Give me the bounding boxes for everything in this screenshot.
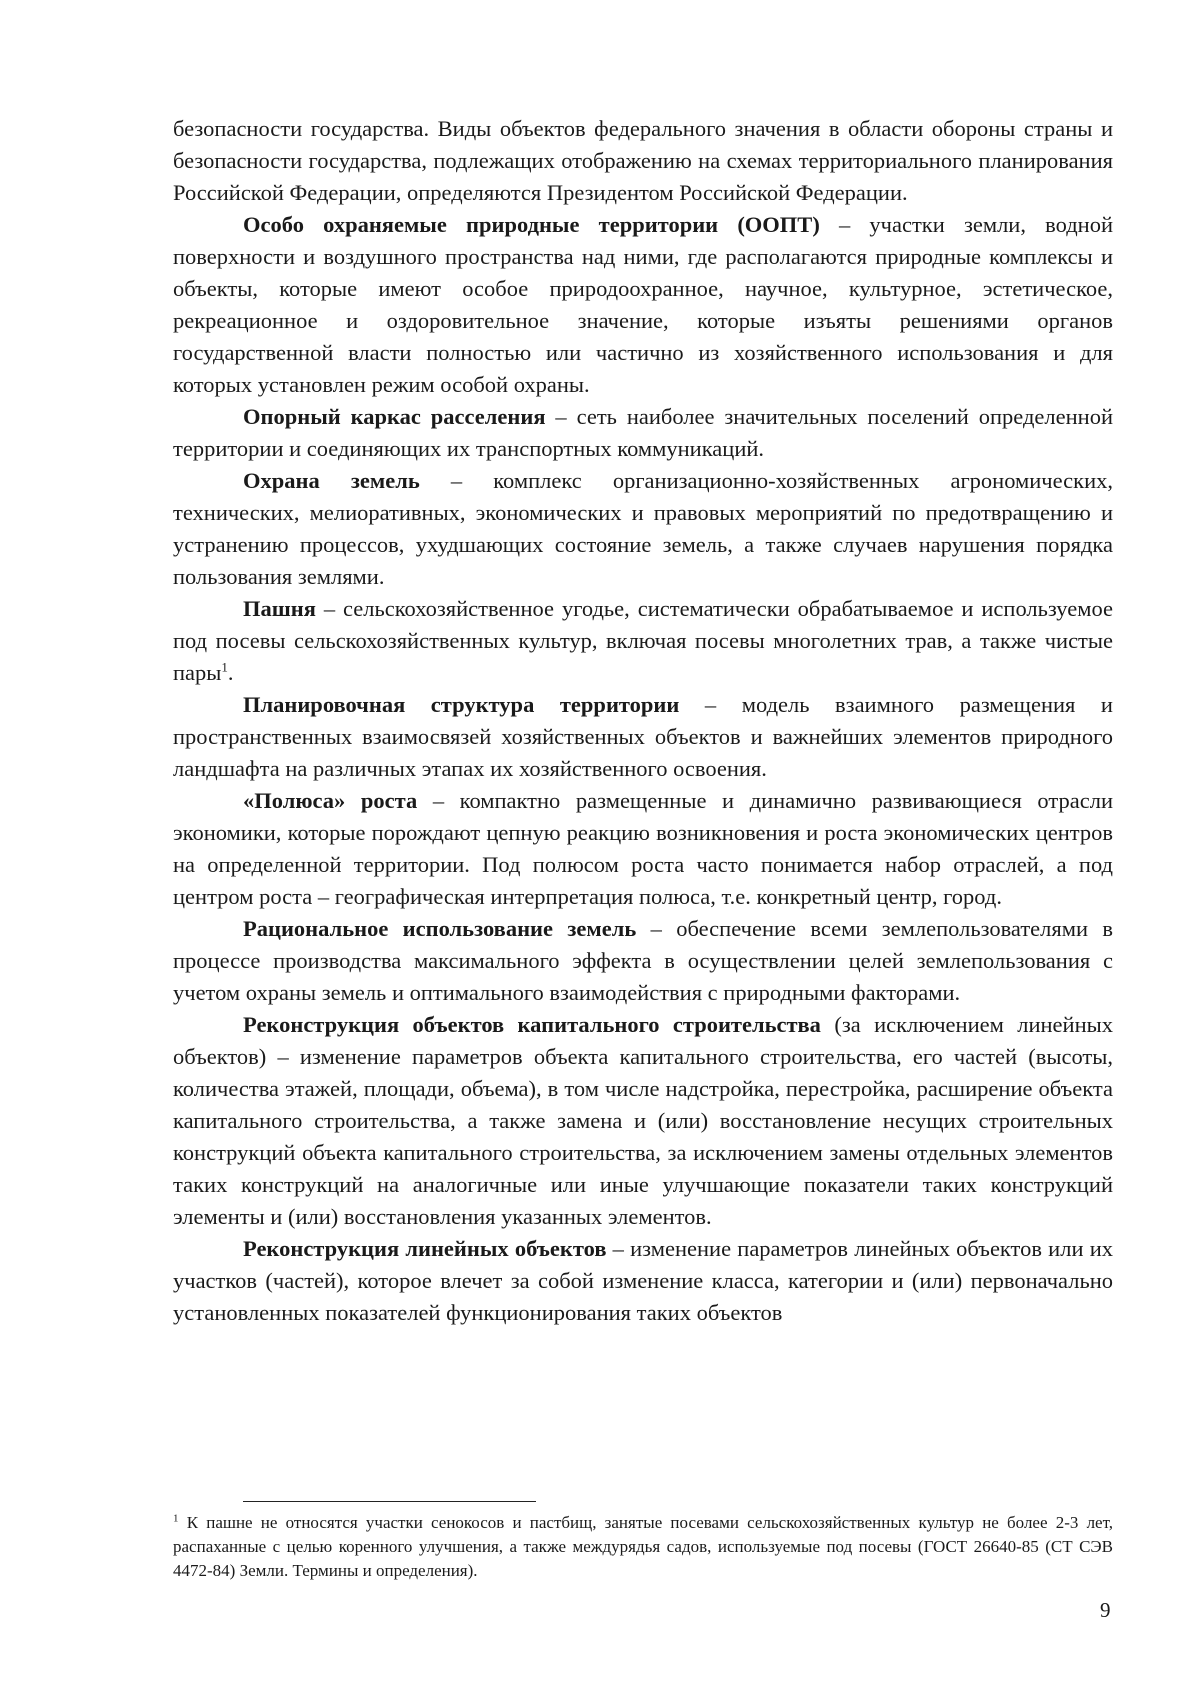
definition-term: Особо охраняемые природные территории (ООПТ) — [243, 212, 820, 237]
footnote-marker: 1 — [173, 1512, 179, 1525]
definition-text: – модель взаимного размещения и пространственных взаимосвязей хозяйственных объектов и важнейших элементов природного ландшафта на различных этапах их хозяйственного освоения. — [173, 692, 1113, 781]
definition-land-protection — [173, 465, 1113, 593]
definition-linear-reconstruction — [173, 1233, 1113, 1329]
paragraph-text: безопасности государства. Виды объектов федерального значения в области обороны страны и безопасности государства, подлежащих отображению на схемах территориального планирования Российской Федерации, определяются Президентом Российской Федерации. — [173, 116, 1113, 205]
definition-oopt — [173, 209, 1113, 401]
definition-text: – участки земли, водной поверхности и воздушного пространства над ними, где располагаются природные комплексы и объекты, которые имеют особое природоохранное, научное, культурное, эстетическое, рекреационное и оздоровительное значение, которые изъяты решениями органов государственной власти полностью или частично из хозяйственного использования и для которых установлен режим особой охраны. — [173, 212, 1113, 397]
definition-term: Охрана земель — [243, 468, 420, 493]
definition-text: – изменение параметров линейных объектов или их участков (частей), которое влечет за собой изменение класса, категории и (или) первоначально установленных показателей функционирования таких объектов — [173, 1236, 1113, 1325]
definition-term: «Полюса» роста — [243, 788, 418, 813]
definition-settlement-framework — [173, 401, 1113, 465]
definition-arable-land — [173, 593, 1113, 689]
page-number: 9 — [1100, 1598, 1111, 1622]
definition-term: Рациональное использование земель — [243, 916, 637, 941]
document-body — [173, 113, 1113, 1329]
definition-planning-structure — [173, 689, 1113, 785]
definition-term: Планировочная структура территории — [243, 692, 680, 717]
definition-growth-poles — [173, 785, 1113, 913]
definition-term: Реконструкция объектов капитального строительства — [243, 1012, 821, 1037]
paragraph-continuation — [173, 113, 1113, 209]
footnote-reference[interactable]: 1 — [221, 659, 228, 675]
definition-text: (за исключением линейных объектов) – изменение параметров объекта капитального строительства, его частей (высоты, количества этажей, площади, объема), в том числе надстройка, перестройка, расширение объекта капитального строительства, а также замена и (или) восстановление несущих строительных конструкций объекта капитального строительства, за исключением замены отдельных элементов таких конструкций на аналогичные или иные улучшающие показатели таких конструкций элементы и (или) восстановления указанных элементов. — [173, 1012, 1113, 1229]
definition-capital-reconstruction — [173, 1009, 1113, 1233]
definition-rational-land-use — [173, 913, 1113, 1009]
definition-text: – комплекс организационно-хозяйственных агрономических, технических, мелиоративных, экономических и правовых мероприятий по предотвращению и устранению процессов, ухудшающих состояние земель, а также случаев нарушения порядка пользования землями. — [173, 468, 1114, 589]
definition-term: Опорный каркас расселения — [243, 404, 546, 429]
definition-text-end: . — [227, 660, 234, 685]
definition-text: – сельскохозяйственное угодье, систематически обрабатываемое и используемое под посевы сельскохозяйственных культур, включая посевы многолетних трав, а также чистые пары — [173, 596, 1113, 685]
footnote — [173, 1511, 1113, 1583]
footnote-text: К пашне не относятся участки сенокосов и пастбищ, занятые посевами сельскохозяйственных культур не более 2-3 лет, распаханные с целью коренного улучшения, а также междурядья садов, используемые под посевы (ГОСТ 26640-85 (СТ СЭВ 4472-84) Земли. Термины и определения). — [173, 1513, 1113, 1580]
definition-term: Реконструкция линейных объектов — [243, 1236, 607, 1261]
definition-text: – компактно размещенные и динамично развивающиеся отрасли экономики, которые порождают цепную реакцию возникновения и роста экономических центров на определенной территории. Под полюсом роста часто понимается набор отраслей, а под центром роста – географическая интерпретация полюса, т.е. конкретный центр, город. — [173, 788, 1113, 909]
definition-term: Пашня — [243, 596, 316, 621]
definition-text: – обеспечение всеми землепользователями в процессе производства максимального эффекта в осуществлении целей землепользования с учетом охраны земель и оптимального взаимодействия с природными факторами. — [173, 916, 1113, 1005]
definition-text: – сеть наиболее значительных поселений определенной территории и соединяющих их транспортных коммуникаций. — [173, 404, 1113, 461]
footnote-separator — [243, 1501, 536, 1502]
